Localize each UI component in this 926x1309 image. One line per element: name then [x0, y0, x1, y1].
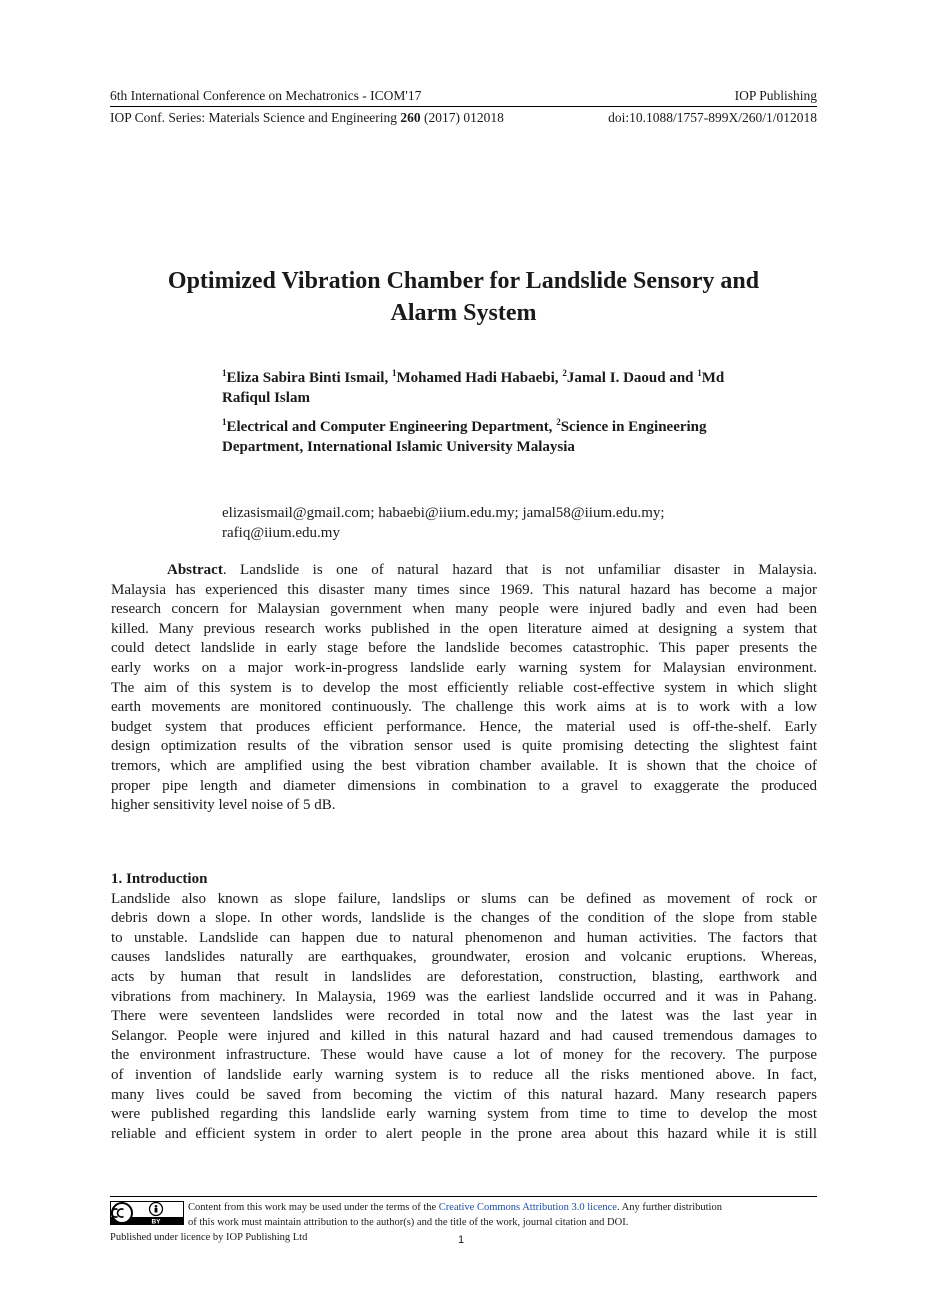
doi: doi:10.1088/1757-899X/260/1/012018: [608, 110, 817, 125]
license-notice: Content from this work may be used under the terms of the Creative Commons Attribution 3.0 licence. Any further distribution of this work must maintain attribution to the author(s) and the title of the work, journal citation and DOI.: [188, 1202, 722, 1228]
license-link[interactable]: Creative Commons Attribution 3.0 licence: [438, 1202, 617, 1213]
text-line: acts by human that result in landslides are deforestation, construction, blasting, earthwork and: [111, 968, 817, 985]
author-name: Mohamed Hadi Habaebi,: [396, 370, 563, 386]
page-number: 1: [458, 1234, 465, 1246]
text-line: debris down a slope. In other words, landslide is the changes of the condition of the slope from stable: [111, 910, 817, 927]
abstract-label: Abstract: [167, 562, 223, 578]
text-line: Malaysia has experienced this disaster many times since 1969. This natural hazard has become a major: [111, 581, 817, 598]
published-notice: Published under licence by IOP Publishing Ltd: [110, 1232, 308, 1243]
text-line: were published regarding this landslide early warning system from time to time to develop the most: [111, 1106, 817, 1123]
abstract: [111, 561, 817, 816]
text-line: Landslide also known as slope failure, landslips or slums can be defined as movement of rock or: [111, 890, 817, 907]
text-line: There were seventeen landslides were recorded in total now and the latest was the last year in: [111, 1008, 817, 1025]
introduction-section: [111, 870, 817, 1144]
publisher-name: IOP Publishing: [734, 88, 817, 103]
author-emails: [222, 503, 817, 543]
text-line: proper pipe length and diameter dimensions in combination to a gravel to exaggerate the produced: [111, 777, 817, 794]
affiliations: $^1$Electrical and Computer Engineering Department, $^2$Science in Engineering Department, International Islamic University Malaysia: [222, 417, 707, 455]
text-line: the environment infrastructure. These would have cause a lot of money for the recovery. The purpose: [111, 1047, 817, 1064]
text-line: many lives could be saved from becoming the victim of this natural hazard. Many research papers: [111, 1086, 817, 1103]
text-line: budget system that produces efficient performance. Hence, the material used is off-the-shelf. Early: [111, 718, 817, 735]
footer-rule: [110, 1196, 817, 1197]
author-name: Md: [701, 370, 725, 386]
text-line: causes landslides naturally are earthquakes, groundwater, erosion and volcanic eruptions. Whereas,: [111, 949, 817, 966]
email-line: elizasismail@gmail.com; habaebi@iium.edu.my; jamal58@iium.edu.my;: [222, 505, 665, 521]
author-line: Rafiqul Islam: [222, 390, 310, 406]
text-line: Selangor. People were injured and killed in this natural hazard and had caused tremendous damages to: [111, 1027, 817, 1044]
text-line: killed. Many previous research works published in the open literature aimed at designing a system that: [111, 620, 817, 637]
series-line: [110, 110, 817, 126]
text-line: vibrations from machinery. In Malaysia, 1969 was the earliest landslide occurred and it was in Pahang.: [111, 988, 817, 1005]
author-line: $^1$Eliza Sabira Binti Ismail, $^1$Mohamed Hadi Habaebi, $^2$Jamal I. Daoud and $^1$Md: [222, 368, 725, 386]
text-line: could detect landslide in early stage before the landslide becomes catastrophic. This paper presents the: [111, 640, 817, 657]
abstract-first-line: Abstract. Landslide is one of natural hazard that is not unfamiliar disaster in Malaysia.: [167, 562, 817, 578]
text-line: earth movements are monitored continuously. The challenge this work aims at is to work with a low: [111, 699, 817, 716]
text-line: of invention of landslide early warning system is to reduce all the risks mentioned above. In fact,: [111, 1066, 817, 1083]
author-name: Jamal I. Daoud and: [566, 370, 698, 386]
author-name: Eliza Sabira Binti Ismail,: [226, 370, 392, 386]
text-line: reliable and efficient system in order to alert people in the prone area about this hazard while it is still: [111, 1125, 817, 1142]
cc-by-license-icon: [110, 1201, 184, 1225]
email-line: rafiq@iium.edu.my: [222, 525, 340, 541]
text-line: tremors, which are amplified using the best vibration chamber available. It is shown that the choice of: [111, 757, 817, 774]
running-header: [110, 88, 817, 104]
text-line: design optimization results of the vibration sensor used is quite promising detecting the slightest faint: [111, 738, 817, 755]
section-heading: 1. Introduction: [111, 871, 208, 887]
paper-title: Optimized Vibration Chamber for Landslide Sensory and Alarm System: [167, 268, 760, 326]
text-line: The aim of this system is to develop the most efficiently reliable cost-effective system in which slight: [111, 679, 817, 696]
series-citation: IOP Conf. Series: Materials Science and Engineering 260 (2017) 012018: [110, 110, 504, 125]
volume-number: 260: [400, 110, 421, 125]
text-line: higher sensitivity level noise of 5 dB.: [111, 797, 336, 814]
author-list: [222, 368, 817, 408]
text-line: research concern for Malaysian government when many people were injured badly and even had been: [111, 601, 817, 618]
text-line: early works on a major work-in-progress landslide early warning system for Malaysian environment.: [111, 659, 817, 676]
badge-text: BY: [151, 1218, 161, 1225]
text-line: to unstable. Landslide can happen due to natural phenomenon and human activities. The factors that: [111, 929, 817, 946]
header-rule: [110, 106, 817, 107]
conference-name: 6th International Conference on Mechatronics - ICOM'17: [110, 88, 422, 103]
